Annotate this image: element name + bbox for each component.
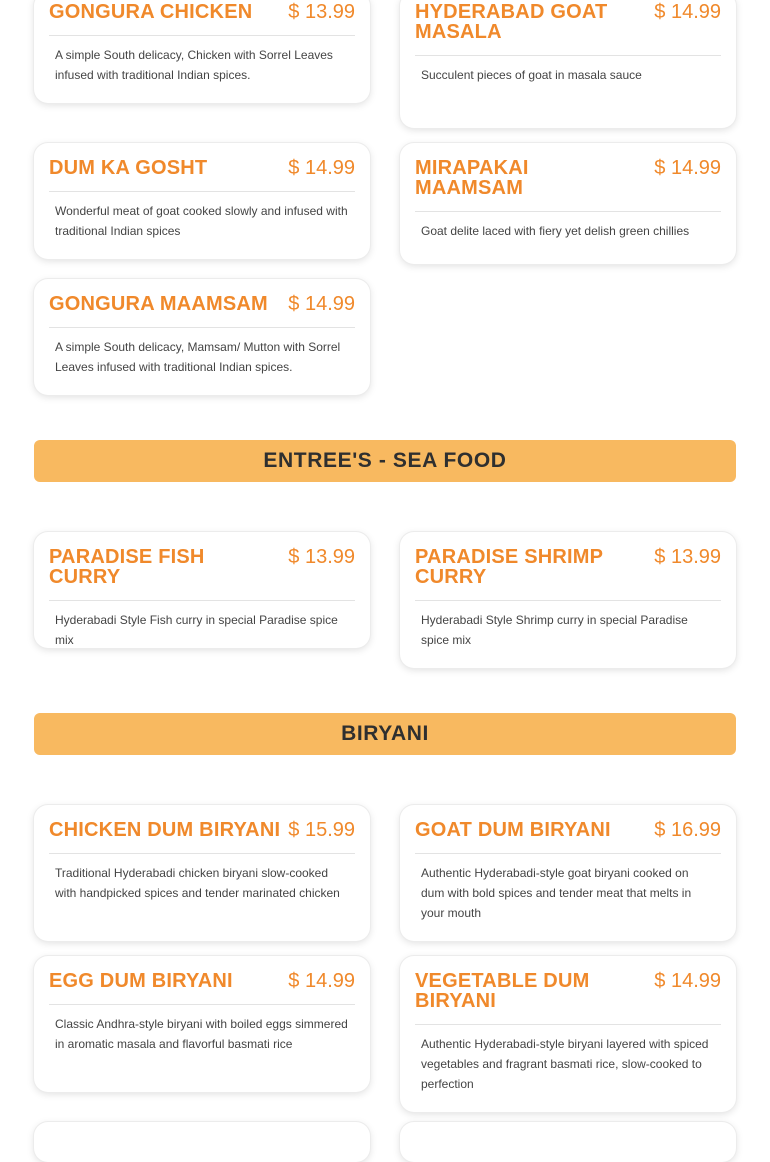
menu-item-header — [49, 0, 355, 36]
menu-item-card[interactable] — [34, 0, 370, 103]
menu-item-card[interactable] — [34, 279, 370, 395]
menu-item-title: CHICKEN DUM BIRYANI — [49, 819, 281, 841]
menu-item-title: GONGURA MAAMSAM — [49, 293, 268, 315]
menu-item-title: GONGURA CHICKEN — [49, 1, 253, 23]
menu-item-title: DUM KA GOSHT — [49, 157, 208, 179]
menu-item-title: EGG DUM BIRYANI — [49, 970, 233, 992]
menu-item-card[interactable] — [34, 805, 370, 941]
menu-item-description: Wonderful meat of goat cooked slowly and infused with traditional Indian spices — [55, 204, 348, 238]
menu-item-price: $ 14.99 — [288, 157, 355, 179]
menu-item-price: $ 14.99 — [654, 157, 721, 179]
menu-item-card[interactable] — [400, 1122, 736, 1162]
menu-item-title: VEGETABLE DUM BIRYANI — [415, 970, 590, 1012]
menu-item-card[interactable] — [400, 956, 736, 1112]
menu-item-header — [415, 0, 721, 56]
menu-item-title: PARADISE SHRIMP CURRY — [415, 546, 603, 588]
menu-item-description: Hyderabadi Style Shrimp curry in special Paradise spice mix — [421, 613, 688, 647]
section-header-biryani: BIRYANI — [34, 713, 736, 755]
menu-item-description: A simple South delicacy, Chicken with Sorrel Leaves infused with traditional Indian spices. — [55, 48, 333, 82]
menu-item-card[interactable] — [400, 0, 736, 128]
menu-item-description: A simple South delicacy, Mamsam/ Mutton with Sorrel Leaves infused with traditional Indian spices. — [55, 340, 341, 374]
menu-item-title: GOAT DUM BIRYANI — [415, 819, 611, 841]
menu-item-title: MIRAPAKAI MAAMSAM — [415, 157, 529, 199]
menu-item-description: Authentic Hyderabadi-style biryani layered with spiced vegetables and fragrant basmati rice, slow-cooked to perfection — [421, 1037, 709, 1091]
menu-item-description: Authentic Hyderabadi-style goat biryani cooked on dum with bold spices and tender meat that melts in your mouth — [421, 866, 692, 920]
menu-item-card[interactable] — [34, 143, 370, 259]
menu-item-card[interactable] — [34, 532, 370, 648]
menu-item-price: $ 14.99 — [654, 970, 721, 992]
menu-item-price: $ 16.99 — [654, 819, 721, 841]
menu-item-title: HYDERABAD GOAT MASALA — [415, 1, 608, 43]
menu-item-card[interactable] — [34, 956, 370, 1092]
section-header-seafood: ENTREE'S - SEA FOOD — [34, 440, 736, 482]
menu-item-price: $ 14.99 — [654, 1, 721, 23]
menu-item-card[interactable] — [400, 532, 736, 668]
menu-item-header — [49, 532, 355, 601]
menu-item-header — [49, 279, 355, 328]
menu-item-header — [415, 805, 721, 854]
menu-item-title: PARADISE FISH CURRY — [49, 546, 205, 588]
menu-item-price: $ 14.99 — [288, 293, 355, 315]
menu-item-description: Traditional Hyderabadi chicken biryani slow-cooked with handpicked spices and tender marinated chicken — [55, 866, 340, 900]
menu-item-header — [415, 956, 721, 1025]
menu-item-price: $ 13.99 — [654, 546, 721, 568]
menu-item-description: Classic Andhra-style biryani with boiled eggs simmered in aromatic masala and flavorful basmati rice — [55, 1017, 348, 1051]
menu-item-description: Goat delite laced with fiery yet delish green chillies — [421, 224, 690, 238]
menu-item-header — [49, 143, 355, 192]
menu-item-price: $ 13.99 — [288, 546, 355, 568]
menu-item-header — [49, 805, 355, 854]
menu-item-price: $ 15.99 — [288, 819, 355, 841]
menu-item-header — [49, 956, 355, 1005]
menu-item-card[interactable] — [400, 805, 736, 941]
menu-item-header — [415, 532, 721, 601]
menu-item-description: Succulent pieces of goat in masala sauce — [421, 68, 642, 82]
menu-item-price: $ 14.99 — [288, 970, 355, 992]
menu-item-card[interactable] — [400, 143, 736, 264]
menu-item-header — [415, 143, 721, 212]
menu-item-card[interactable] — [34, 1122, 370, 1162]
menu-item-price: $ 13.99 — [288, 1, 355, 23]
menu-item-description: Hyderabadi Style Fish curry in special Paradise spice mix — [55, 613, 338, 647]
